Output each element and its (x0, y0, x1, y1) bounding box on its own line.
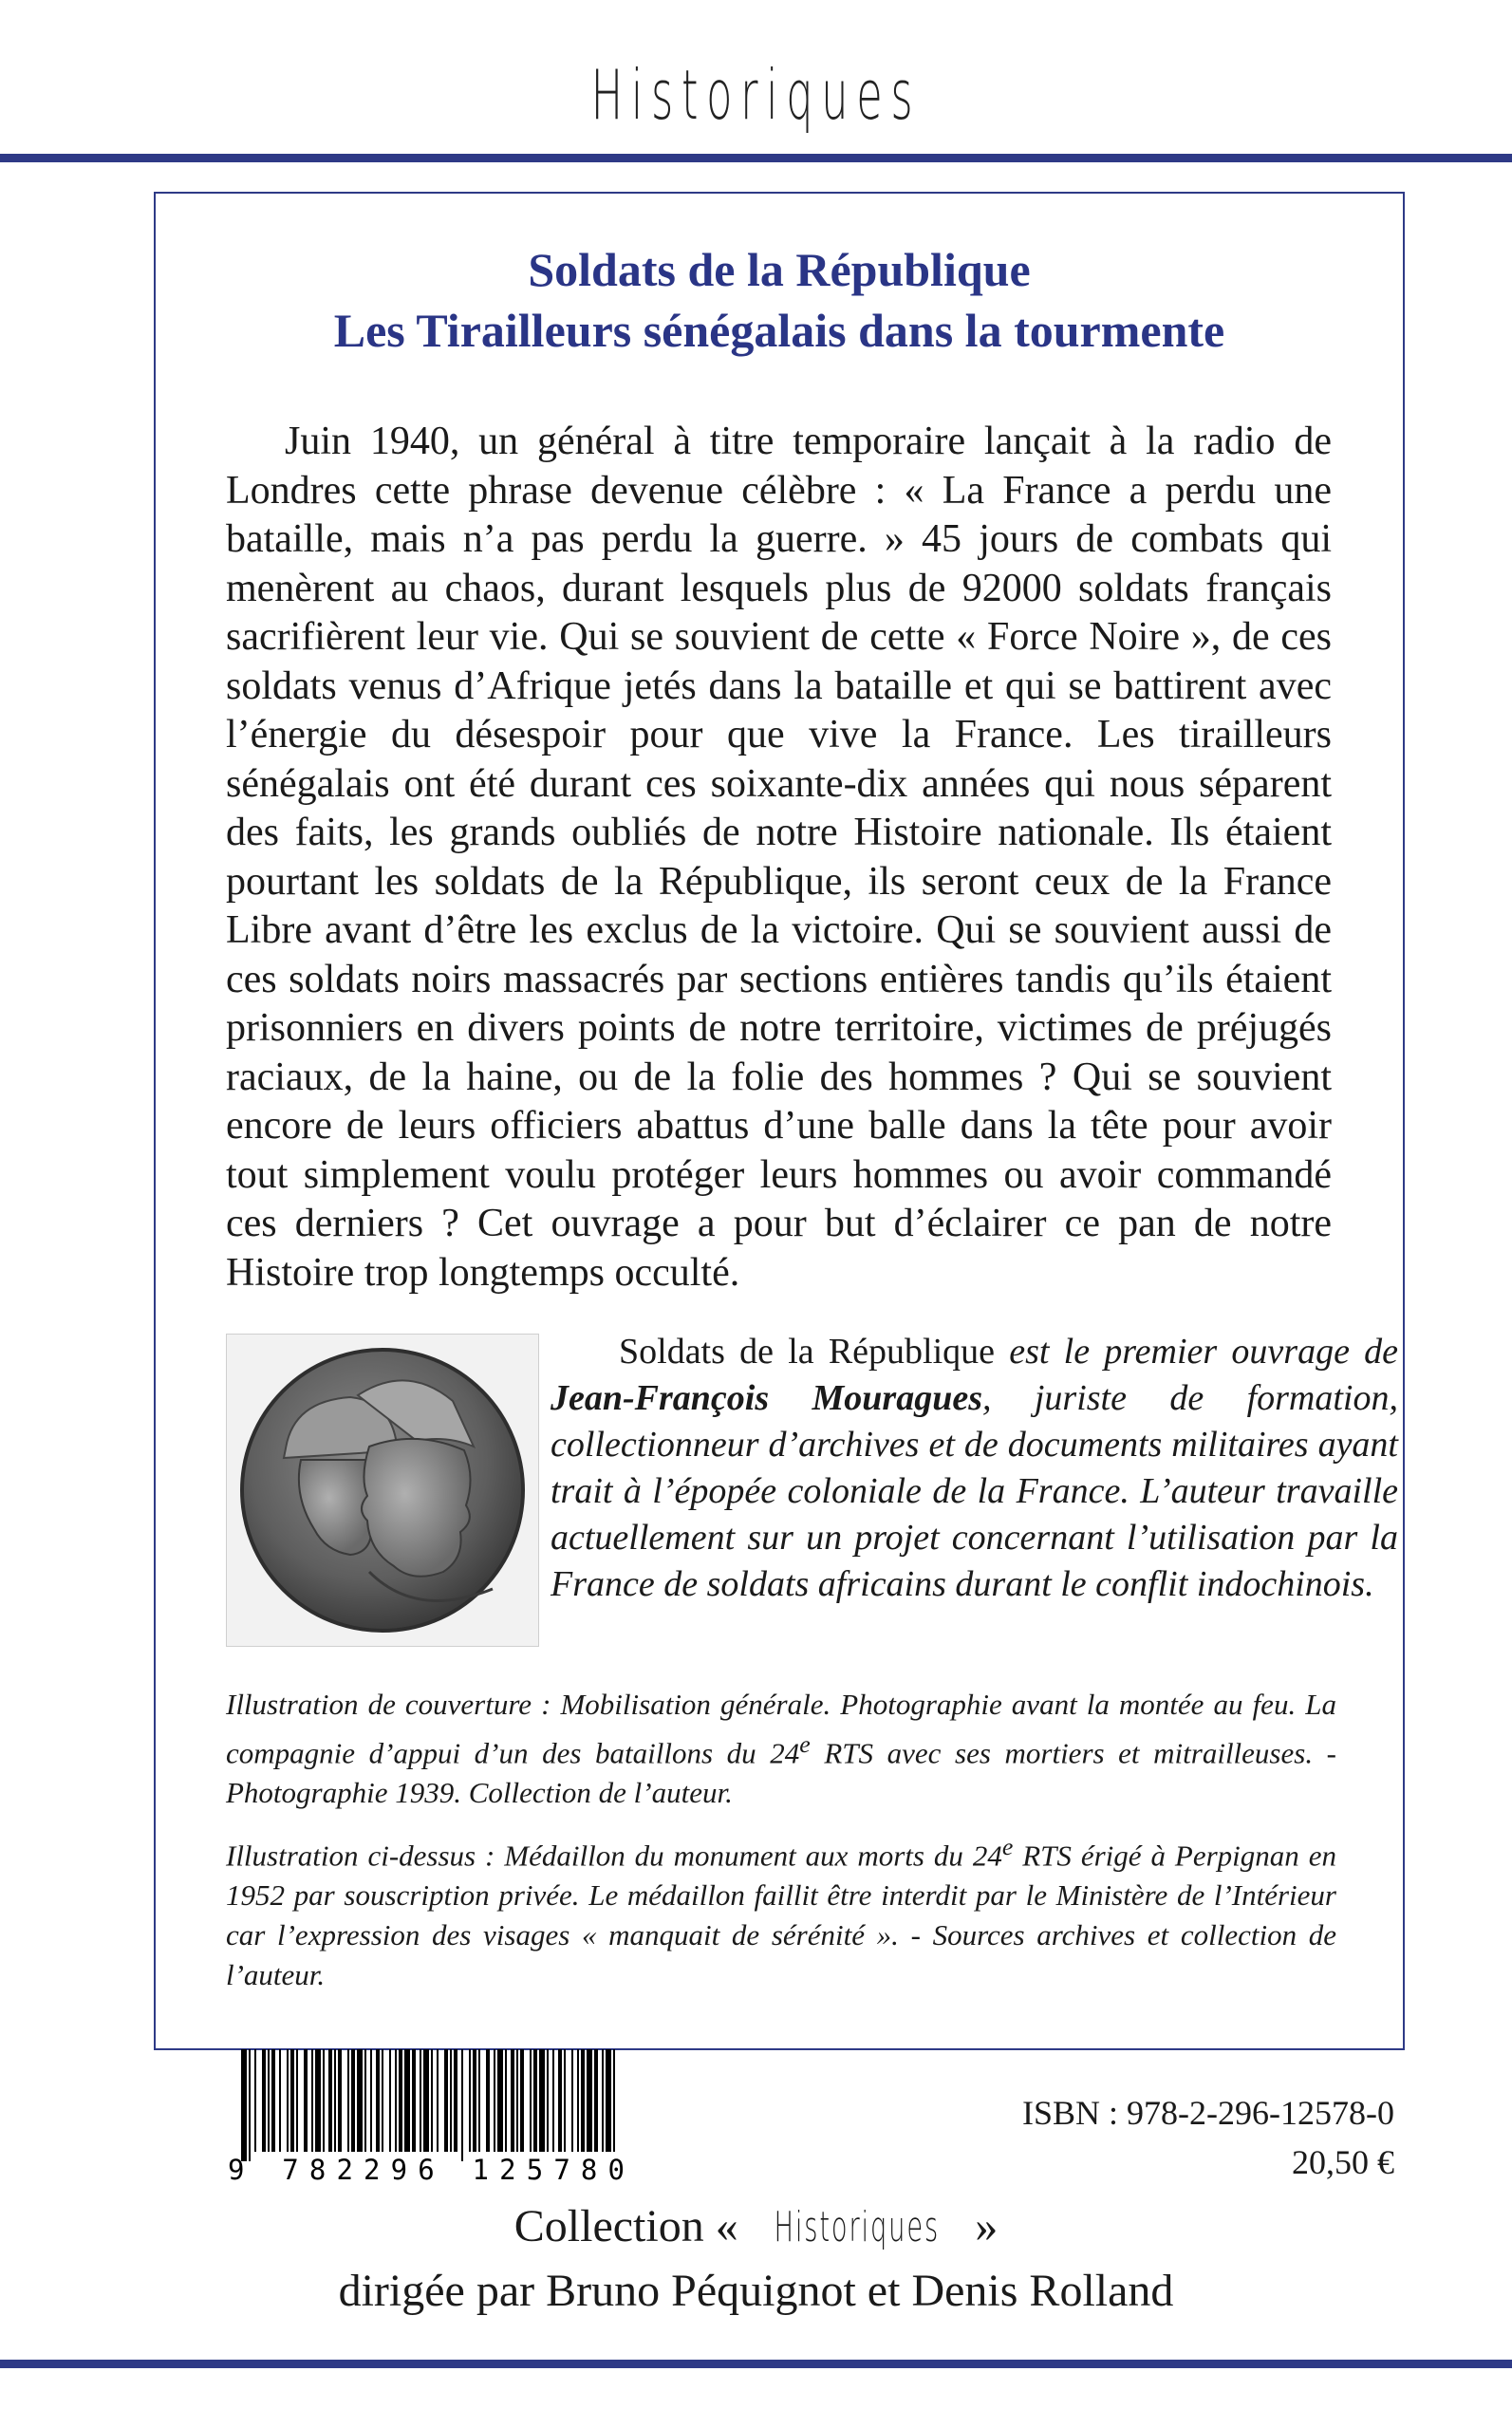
back-cover-blurb: Juin 1940, un général à titre temporaire lançait à la radio de Londres cette phrase devenue célèbre : « La France a perdu une bataille, mais n’a pas perdu la guerre. » 45 jours de combats qui menèrent au chaos, durant lesquels plus de 92000 soldats français sacrifièrent leur vie. Qui se souvient de cette « Force Noire », de ces soldats venus d’Afrique jetés dans la bataille et qui se battirent avec l’énergie du désespoir pour que vive la France. Les tirailleurs sénégalais ont été durant ces soixante-dix années qui nous séparent des faits, les grands oubliés de notre Histoire nationale. Ils étaient pourtant les soldats de la République, ils seront ceux de la France Libre avant d’être les exclus de la victoire. Qui se souvient aussi de ces soldats noirs massacrés par sections entières tandis qu’ils étaient prisonniers en divers points de notre territoire, victimes de préjugés raciaux, de la haine, ou de la folie des hommes ? Qui se souvient encore de leurs officiers abattus d’une balle dans la tête pour avoir tout simplement voulu protéger leurs hommes ou avoir commandé ces derniers ? Cet ouvrage a pour but d’éclairer ce pan de notre Histoire trop longtemps occulté. (226, 420, 1332, 1295)
caption-superscript: e (799, 1730, 811, 1758)
caption-text: RTS avec ses mortiers et mitrailleuses. - Photographie 1939. Collection de l’auteur. (226, 1736, 1336, 1810)
medallion-caption (226, 1827, 1336, 1995)
series-header: Historiques (590, 55, 922, 135)
price: 20,50 € (1292, 2143, 1394, 2181)
bottom-rule (0, 2360, 1512, 2368)
book-title: Soldats de la République (528, 243, 1031, 296)
caption-text: RTS érigé à Perpignan en 1952 par souscription privée. Le médaillon faillit être interdit par le Ministère de l’Intérieur car l’expression des visages « manquait de sérénité ». - Sources archives et collection de l’auteur. (226, 1839, 1336, 1992)
medallion-relief-icon (227, 1335, 538, 1646)
author-bio (551, 1329, 1398, 1608)
barcode-digits: 9 782296 125780 (228, 2154, 625, 2183)
bio-text-before: est le premier ouvrage de (995, 1332, 1399, 1372)
bio-book-title: Soldats de la République (619, 1332, 996, 1372)
author-name: Jean-François Mouragues (551, 1378, 982, 1418)
isbn-barcode (226, 2045, 627, 2183)
collection-suffix: » (963, 2201, 999, 2251)
collection-prefix: Collection « (513, 2201, 750, 2251)
caption-text: Illustration ci-dessus : Médaillon du monument aux morts du 24 (226, 1839, 1002, 1873)
caption-text: Illustration de couverture : Mobilisation générale. Photographie avant la montée au feu. La compagnie d’appui d’un des bataillons du 24 (226, 1688, 1336, 1770)
top-rule (0, 154, 1512, 162)
bio-text-after: , juriste de formation, collectionneur d’archives et de documents militaires ayant trait à l’épopée coloniale de la France. L’auteur travaille actuellement sur un projet concernant l’utilisation par la France de soldats africains durant le conflit indochinois. (551, 1378, 1398, 1604)
collection-editors: dirigée par Bruno Péquignot et Denis Rolland (338, 2266, 1174, 2316)
isbn-number: ISBN : 978-2-296-12578-0 (1022, 2094, 1394, 2132)
collection-series-name: Historiques (774, 2203, 940, 2251)
medallion-image (226, 1334, 539, 1647)
collection-line (0, 2200, 1512, 2252)
caption-superscript: e (1001, 1833, 1014, 1860)
cover-illustration-caption (226, 1685, 1336, 1813)
book-subtitle: Les Tirailleurs sénégalais dans la tourmente (333, 304, 1225, 357)
